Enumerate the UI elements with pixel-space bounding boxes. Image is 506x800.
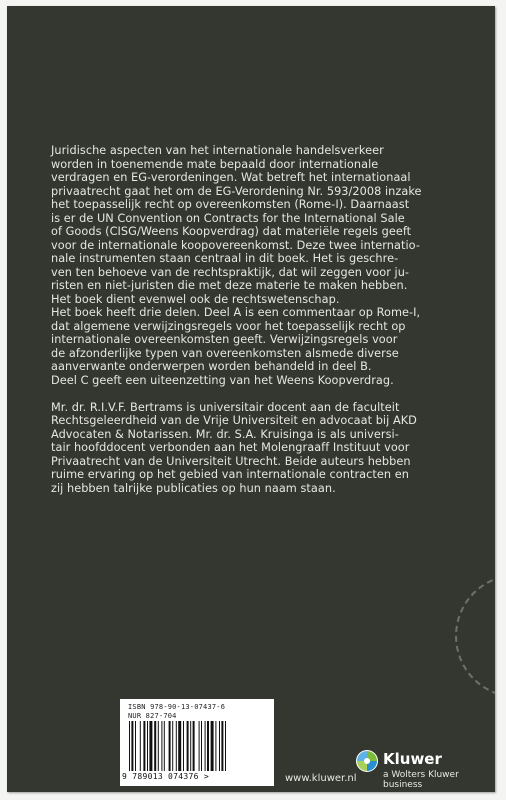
barcode-bar xyxy=(169,721,171,771)
text-line: Het boek heeft drie delen. Deel A is een commentaar op Rome-I, xyxy=(51,306,421,319)
nur-code: NUR 827-704 xyxy=(128,712,177,720)
barcode-bar xyxy=(199,721,200,771)
blurb-paragraph xyxy=(51,144,491,387)
text-line: Juridische aspecten van het internationale handelsverkeer xyxy=(51,144,384,157)
barcode-bar xyxy=(215,721,216,771)
barcode-bar xyxy=(164,721,165,771)
text-line: verdragen en EG-verordeningen. Wat betreft het internationaal xyxy=(51,171,411,184)
text-line: Rechtsgeleerdheid van de Vrije Universiteit en advocaat bij AKD xyxy=(51,414,417,427)
barcode-bar xyxy=(190,721,191,771)
barcode-bar xyxy=(131,721,133,771)
text-line: dat algemene verwijzingsregels voor het toepasselijk recht op xyxy=(51,319,406,333)
text-line: internationale overeenkomsten geeft. Verwijzingsregels voor xyxy=(51,333,398,346)
barcode-bar xyxy=(187,721,189,771)
barcode-bar xyxy=(143,721,145,771)
barcode-bar xyxy=(154,721,156,771)
text-line: zij hebben talrijke publicaties op hun naam staan. xyxy=(51,481,336,495)
isbn-number: ISBN 978-90-13-07437-6 xyxy=(128,703,226,711)
authors-paragraph xyxy=(51,401,491,496)
text-line: Advocaten & Notarissen. Mr. dr. S.A. Kruisinga is als universi- xyxy=(51,427,399,441)
text-line: ven ten behoeve van de rechtspraktijk, dat wil zeggen voor ju- xyxy=(51,265,410,279)
barcode-bar xyxy=(135,721,136,771)
text-line: of Goods (CISG/Weens Koopverdrag) dat materiële regels geeft xyxy=(51,225,412,238)
barcode-bar xyxy=(161,721,162,771)
barcode-bar xyxy=(205,721,206,771)
barcode-bar xyxy=(129,721,130,771)
barcode-bar xyxy=(178,721,181,771)
barcode-bar xyxy=(211,721,214,771)
barcode-bar xyxy=(201,721,202,771)
back-cover-text xyxy=(51,144,491,495)
barcode xyxy=(127,721,267,771)
paragraph-spacer xyxy=(51,387,491,401)
text-line: Privaatrecht van de Universiteit Utrecht. Beide auteurs hebben xyxy=(51,454,411,468)
decorative-dashed-arc xyxy=(455,574,495,698)
barcode-bar xyxy=(158,721,159,771)
kluwer-logo-icon xyxy=(355,749,379,773)
back-cover xyxy=(7,6,495,792)
barcode-bar xyxy=(225,721,226,771)
text-line: voor de internationale koopovereenkomst. Deze twee internatio- xyxy=(51,238,420,252)
text-line: het toepasselijk recht op overeenkomsten (Rome-I). Daarnaast xyxy=(51,198,410,211)
text-line: nale instrumenten staan centraal in dit boek. Het is geschre- xyxy=(51,252,399,265)
text-line: Mr. dr. R.I.V.F. Bertrams is universitair docent aan de faculteit xyxy=(51,400,400,414)
isbn-barcode-box xyxy=(120,699,274,786)
publisher-website: www.kluwer.nl xyxy=(285,773,357,784)
barcode-bar xyxy=(140,721,141,771)
barcode-bar xyxy=(176,721,177,771)
text-line: ruime ervaring op het gebied van internationale contracten en xyxy=(51,468,409,481)
barcode-bar xyxy=(219,721,220,771)
barcode-bar xyxy=(183,721,184,771)
barcode-bar xyxy=(149,721,152,771)
text-line: is er de UN Convention on Contracts for the International Sale xyxy=(51,211,405,225)
barcode-bar xyxy=(147,721,148,771)
barcode-bar xyxy=(193,721,195,771)
text-line: privaatrecht gaat het om de EG-Verordening Nr. 593/2008 inzake xyxy=(51,184,422,198)
text-line: risten en niet-juristen die met deze materie te maken hebben. xyxy=(51,279,408,292)
text-line: Deel C geeft een uiteenzetting van het Weens Koopverdrag. xyxy=(51,373,394,387)
publisher-name: Kluwer xyxy=(383,750,442,768)
publisher-tagline: a Wolters Kluwer business xyxy=(383,770,459,790)
barcode-bar xyxy=(221,721,223,771)
text-line: de afzonderlijke typen van overeenkomsten alsmede diverse xyxy=(51,346,399,360)
barcode-digits: 9 789013 074376 > xyxy=(122,772,209,781)
barcode-bar xyxy=(172,721,173,771)
text-line: aanverwante onderwerpen worden behandeld in deel B. xyxy=(51,360,372,373)
text-line: Het boek dient evenwel ook de rechtswetenschap. xyxy=(51,292,340,306)
text-line: tair hoofddocent verbonden aan het Molengraaff Instituut voor xyxy=(51,441,410,454)
barcode-bar xyxy=(207,721,209,771)
text-line: worden in toenemende mate bepaald door internationale xyxy=(51,157,379,171)
